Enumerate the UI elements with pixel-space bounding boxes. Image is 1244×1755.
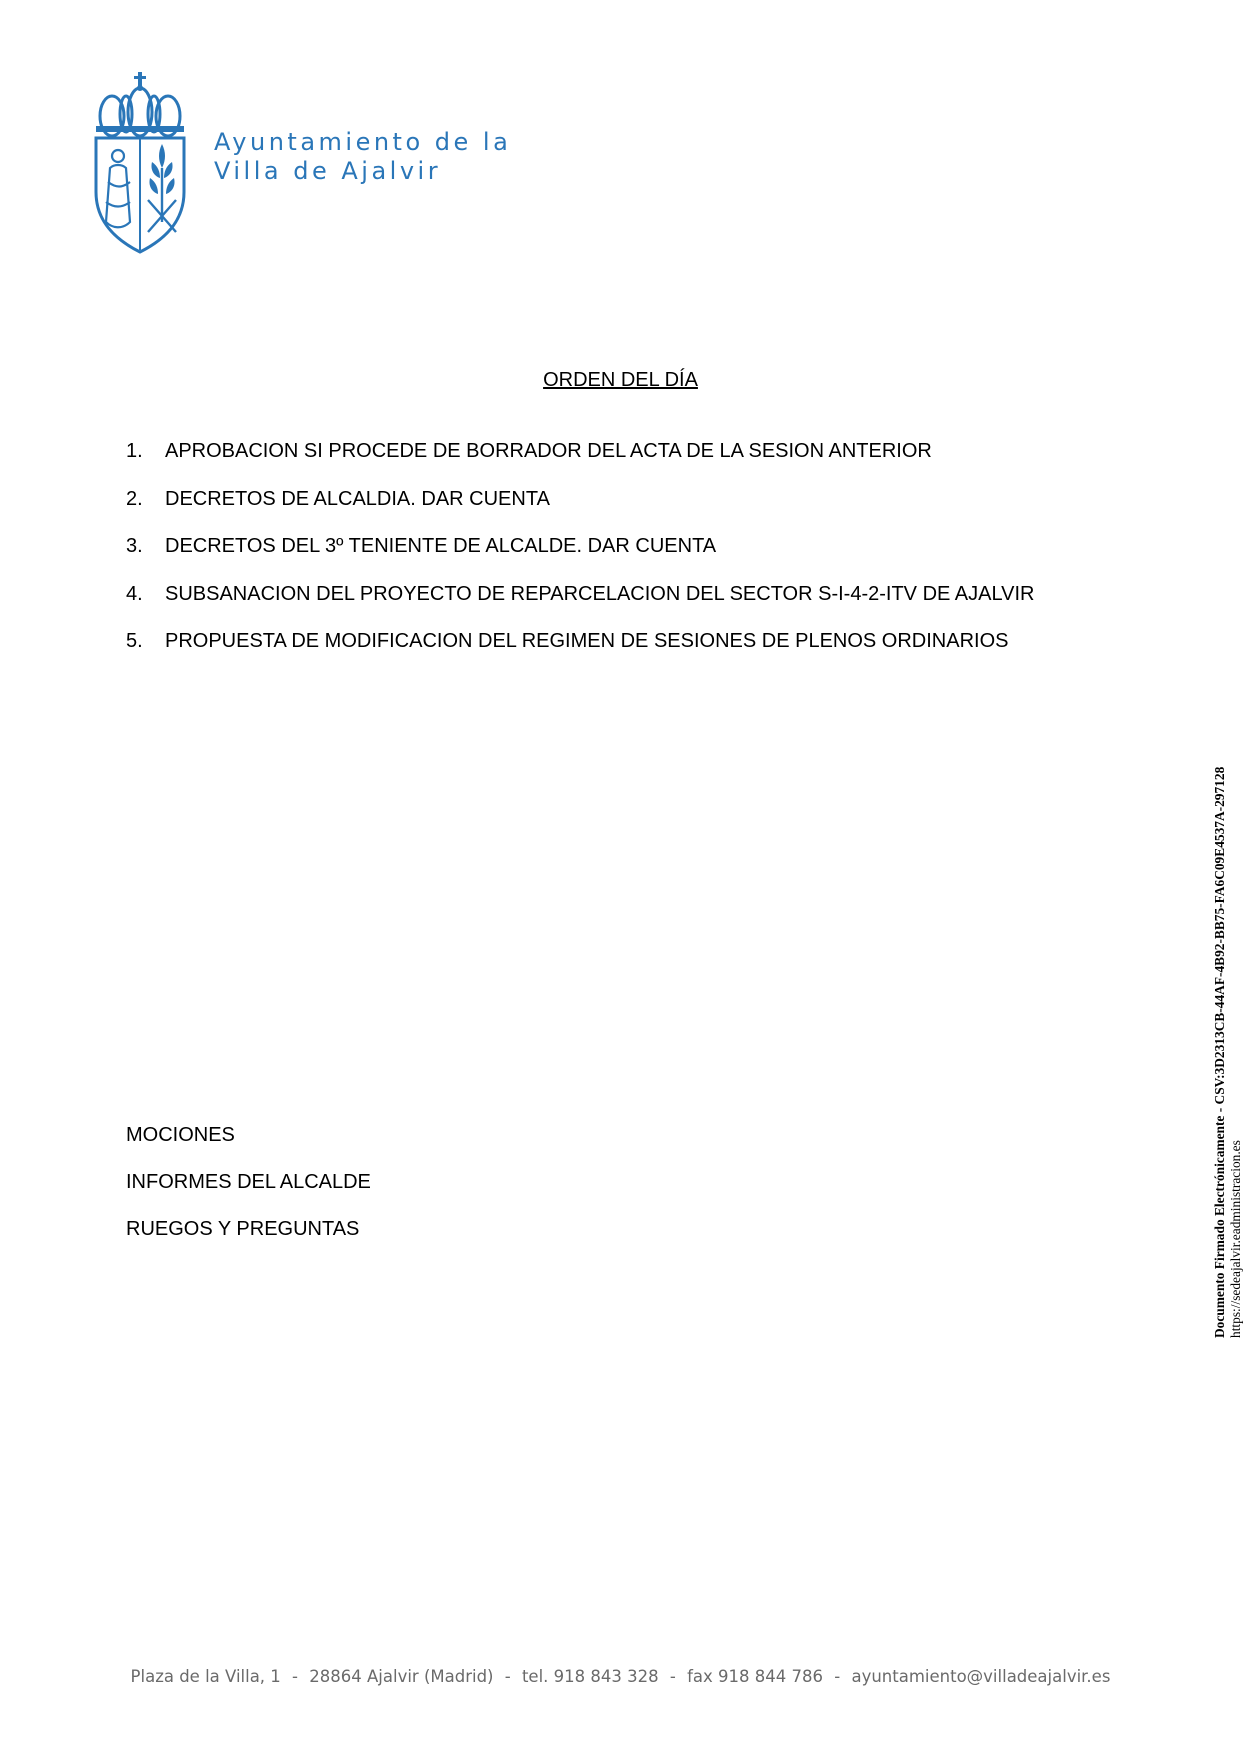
organization-name: [214, 128, 511, 186]
agenda-item: [126, 629, 1034, 677]
agenda-item-number: 5.: [126, 630, 143, 652]
footer-fax: fax 918 844 786: [687, 1667, 823, 1686]
footer-separator: -: [669, 1667, 676, 1686]
agenda-item: [126, 582, 1034, 630]
org-name-line2: Villa de Ajalvir: [214, 157, 442, 185]
agenda-item-number: 4.: [126, 582, 143, 605]
agenda-item: [126, 534, 1034, 582]
footer-address: Plaza de la Villa, 1: [130, 1667, 281, 1686]
signature-url: https://sedeajalvir.eadministracion.es: [1228, 1140, 1243, 1338]
footer-separator: -: [292, 1667, 299, 1686]
footer-separator: -: [834, 1667, 841, 1686]
agenda-item: [126, 487, 1034, 535]
agenda-item-text: APROBACION SI PROCEDE DE BORRADOR DEL ACTA DE LA SESION ANTERIOR: [165, 440, 932, 462]
org-name-line1: Ayuntamiento de la: [214, 128, 512, 156]
extra-item-informes: INFORMES DEL ALCALDE: [126, 1171, 371, 1193]
agenda-item-number: 3.: [126, 535, 143, 557]
signature-csv: Documento Firmado Electrónicamente - CSV:3D2313CB-44AF-4B92-BB75-FA6C09E4537A-297128: [1212, 766, 1227, 1338]
footer-separator: -: [504, 1667, 511, 1686]
footer-tel: tel. 918 843 328: [521, 1667, 659, 1686]
agenda-item-text: SUBSANACION DEL PROYECTO DE REPARCELACION DEL SECTOR S-I-4-2-ITV DE AJALVIR: [165, 582, 1035, 605]
agenda-item-text: DECRETOS DE ALCALDIA. DAR CUENTA: [165, 487, 550, 510]
agenda-item: [126, 439, 1034, 487]
footer-email[interactable]: ayuntamiento@villadeajalvir.es: [851, 1667, 1111, 1686]
agenda-item-number: 1.: [126, 440, 143, 462]
page-title: ORDEN DEL DÍA: [543, 369, 698, 391]
crown-shield-icon: [92, 72, 192, 257]
coat-of-arms-logo: [92, 72, 192, 257]
agenda-item-text: PROPUESTA DE MODIFICACION DEL REGIMEN DE SESIONES DE PLENOS ORDINARIOS: [165, 630, 1009, 652]
page-footer: [0, 1667, 1241, 1686]
additional-items: [126, 1123, 371, 1264]
extra-item-ruegos: RUEGOS Y PREGUNTAS: [126, 1218, 360, 1240]
extra-item-mociones: MOCIONES: [126, 1124, 235, 1146]
footer-city: 28864 Ajalvir (Madrid): [309, 1667, 494, 1686]
agenda-item-text: DECRETOS DEL 3º TENIENTE DE ALCALDE. DAR CUENTA: [165, 535, 717, 557]
agenda-item-number: 2.: [126, 487, 143, 510]
agenda-list: [126, 439, 1034, 677]
